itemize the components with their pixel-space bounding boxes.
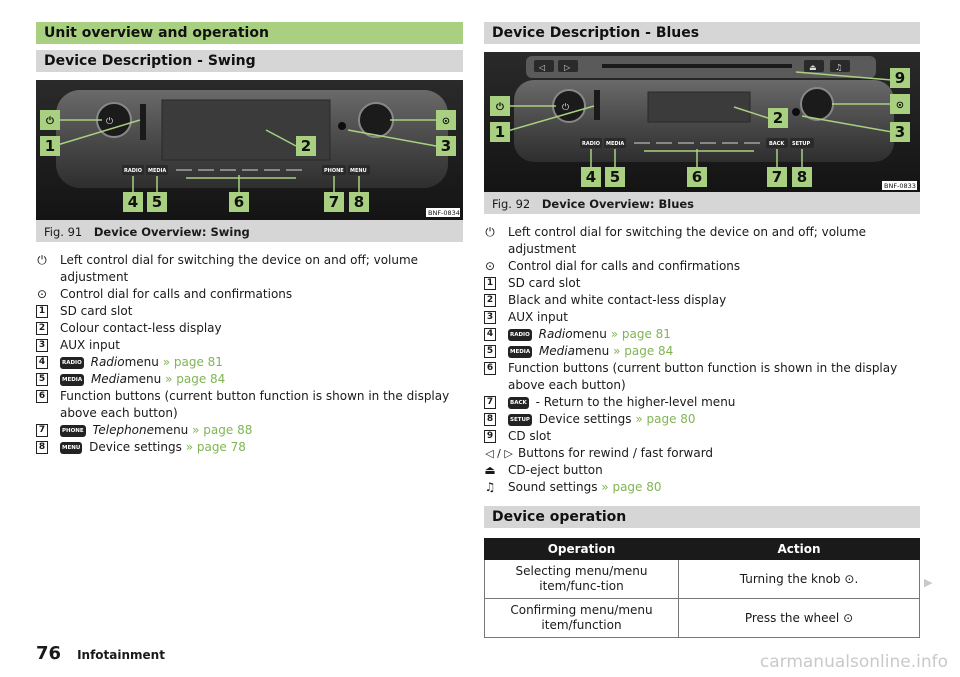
table-row (485, 599, 920, 638)
legend-item (36, 337, 463, 354)
callout-5: 5 (609, 168, 621, 186)
legend-number-box: 1 (36, 305, 48, 318)
footer-section: Infotainment (77, 648, 165, 662)
page-reference-link[interactable]: » page 84 (165, 372, 226, 386)
legend-item (36, 388, 463, 422)
legend-description: AUX input (508, 310, 568, 324)
legend-item (484, 275, 920, 292)
page-reference-link[interactable]: » page 80 (635, 412, 696, 426)
legend-description: Left control dial for switching the device on and off; volume adjustment (508, 225, 867, 256)
callout-dial-icon: ⊙ (441, 116, 451, 127)
legend-text (508, 479, 920, 496)
dial-icon: ⊙ (843, 611, 854, 625)
svg-text:⏏: ⏏ (809, 63, 817, 72)
dial-icon: ⊙ (484, 259, 496, 273)
phone-hw-button: PHONE (324, 168, 344, 174)
callout-1: 1 (494, 123, 506, 141)
svg-text:⏻: ⏻ (562, 103, 570, 113)
legend-text (508, 258, 920, 275)
legend-description: Control dial for calls and confirmations (60, 287, 293, 301)
hardware-key-icon: MEDIA (508, 346, 532, 358)
legend-item (36, 422, 463, 439)
legend-item (36, 354, 463, 371)
left-column (36, 22, 463, 456)
legend-number-box: 1 (484, 277, 496, 290)
legend-item (484, 445, 920, 462)
callout-3: 3 (440, 137, 452, 155)
legend-description: menu (126, 372, 162, 386)
legend-text (508, 411, 920, 428)
legend-description: CD-eject button (508, 463, 603, 477)
legend-text (508, 224, 920, 258)
device-operation-title: Device operation (484, 506, 920, 528)
legend-item (484, 258, 920, 275)
callout-power-icon: ⏻ (46, 116, 54, 127)
legend-description: menu (124, 355, 159, 369)
legend-text (508, 462, 920, 479)
legend-text (508, 309, 920, 326)
legend-menu-name: Radio (538, 327, 573, 341)
page-reference-link[interactable]: » page 84 (613, 344, 674, 358)
power-icon: ⏻ (37, 253, 47, 267)
legend-text (60, 303, 463, 320)
legend-item (484, 292, 920, 309)
legend-item (36, 320, 463, 337)
page-reference-link[interactable]: » page 81 (162, 355, 223, 369)
callout-5: 5 (151, 193, 163, 211)
legend-item (36, 286, 463, 303)
legend-description: Colour contact-less display (60, 321, 222, 335)
table-header-row (485, 539, 920, 560)
legend-text (518, 445, 920, 462)
table-row (485, 560, 920, 599)
legend-item (484, 343, 920, 360)
blues-device-illustration (484, 52, 920, 192)
legend-item (36, 252, 463, 286)
legend-item (484, 326, 920, 343)
legend-item (484, 309, 920, 326)
figure-blues (484, 52, 920, 192)
page-reference-link[interactable]: » page 88 (192, 423, 253, 437)
dial-icon: ⊙ (36, 287, 48, 301)
svg-text:▷: ▷ (564, 63, 571, 72)
callout-7: 7 (328, 193, 340, 211)
legend-description: Device settings (538, 412, 632, 426)
legend-number-box: 7 (36, 424, 48, 437)
legend-item (484, 360, 920, 394)
legend-description: Function buttons (current button function is shown in the display above each button) (60, 389, 450, 420)
legend-description: menu (572, 327, 607, 341)
callout-2: 2 (300, 137, 312, 155)
legend-number-box: 2 (484, 294, 496, 307)
legend-description: Buttons for rewind / fast forward (518, 446, 714, 460)
callout-6: 6 (233, 193, 245, 211)
subsection-title-swing: Device Description - Swing (36, 50, 463, 72)
callout-9: 9 (894, 69, 906, 87)
legend-description: SD card slot (508, 276, 581, 290)
legend-text (60, 320, 463, 337)
legend-text (508, 343, 920, 360)
right-column (484, 22, 920, 638)
page-footer (36, 643, 165, 664)
legend-item (484, 428, 920, 445)
legend-text (60, 371, 463, 388)
legend-text (60, 439, 463, 456)
legend-number-box: 5 (36, 373, 48, 386)
legend-description: Sound settings (508, 480, 598, 494)
legend-number-box: 8 (36, 441, 48, 454)
hardware-key-icon: PHONE (60, 425, 86, 437)
legend-text (508, 292, 920, 309)
legend-swing (36, 252, 463, 456)
hardware-key-icon: RADIO (60, 357, 84, 369)
legend-description: menu (154, 423, 189, 437)
power-icon: ⏻ (485, 225, 495, 239)
legend-text (60, 252, 463, 286)
figure-code: BNF-0833 (884, 182, 916, 190)
legend-number-box: 6 (36, 390, 48, 403)
back-hw-button: BACK (769, 141, 785, 147)
callout-2: 2 (772, 109, 784, 127)
legend-text (508, 275, 920, 292)
figure-swing (36, 80, 463, 220)
svg-text:⏻: ⏻ (106, 117, 114, 127)
legend-number-box: 4 (484, 328, 496, 341)
legend-blues (484, 224, 920, 496)
legend-item (484, 411, 920, 428)
callout-8: 8 (796, 168, 808, 186)
callout-4: 4 (127, 193, 139, 211)
setup-hw-button: SETUP (792, 141, 811, 147)
legend-text (508, 428, 920, 445)
legend-description: AUX input (60, 338, 120, 352)
callout-8: 8 (353, 193, 365, 211)
media-hw-button: MEDIA (606, 141, 625, 147)
menu-hw-button: MENU (350, 168, 367, 174)
legend-number-box: 2 (36, 322, 48, 335)
legend-item (36, 439, 463, 456)
legend-text (60, 354, 463, 371)
legend-text (60, 388, 463, 422)
hardware-key-icon: MENU (60, 442, 82, 454)
legend-text (60, 286, 463, 303)
svg-text:◁: ◁ (539, 63, 546, 72)
legend-number-box: 4 (36, 356, 48, 369)
legend-item (484, 224, 920, 258)
legend-number-box: 6 (484, 362, 496, 375)
swing-device-illustration (36, 80, 463, 220)
legend-description: CD slot (508, 429, 552, 443)
section-title: Unit overview and operation (36, 22, 463, 44)
legend-number-box: 3 (484, 311, 496, 324)
legend-text (60, 337, 463, 354)
callout-dial-icon: ⊙ (895, 100, 905, 111)
legend-description: Control dial for calls and confirmations (508, 259, 741, 273)
svg-text:♫: ♫ (835, 63, 843, 72)
legend-menu-name: Media (90, 372, 127, 386)
legend-description: - Return to the higher-level menu (535, 395, 736, 409)
dial-icon: ⊙ (844, 572, 855, 586)
hardware-key-icon: BACK (508, 397, 529, 409)
callout-power-icon: ⏻ (496, 102, 504, 113)
legend-description: Left control dial for switching the device on and off; volume adjustment (60, 253, 419, 284)
callout-1: 1 (44, 137, 56, 155)
legend-item (36, 303, 463, 320)
radio-hw-button: RADIO (124, 168, 142, 174)
legend-text (60, 422, 463, 439)
operation-cell: Selecting menu/menu item/func-tion (485, 560, 679, 599)
legend-text (508, 394, 920, 411)
legend-description: Black and white contact-less display (508, 293, 727, 307)
legend-menu-name: Radio (90, 355, 125, 369)
column-header-action: Action (679, 539, 920, 560)
watermark: carmanualsonline.info (759, 652, 948, 672)
callout-7: 7 (771, 168, 783, 186)
callout-6: 6 (691, 168, 703, 186)
legend-number-box: 5 (484, 345, 496, 358)
page-reference-link[interactable]: » page 78 (185, 440, 246, 454)
hardware-key-icon: RADIO (508, 329, 532, 341)
legend-description: menu (574, 344, 610, 358)
legend-text (508, 326, 920, 343)
operation-table (484, 538, 920, 638)
subsection-title-blues: Device Description - Blues (484, 22, 920, 44)
legend-item (484, 462, 920, 479)
callout-4: 4 (585, 168, 597, 186)
legend-description: Device settings (89, 440, 182, 454)
operation-cell: Confirming menu/menu item/function (485, 599, 679, 638)
legend-description: Function buttons (current button function is shown in the display above each button) (508, 361, 898, 392)
legend-number-box: 7 (484, 396, 496, 409)
legend-item (484, 479, 920, 496)
radio-hw-button: RADIO (582, 141, 600, 147)
hardware-key-icon: MEDIA (60, 374, 84, 386)
continue-arrow-icon: ▶ (924, 576, 933, 589)
figure-caption: Fig. 91 Device Overview: Swing (36, 220, 463, 242)
legend-description: SD card slot (60, 304, 133, 318)
legend-number-box: 3 (36, 339, 48, 352)
legend-text (508, 360, 920, 394)
page-reference-link[interactable]: » page 80 (601, 480, 662, 494)
media-hw-button: MEDIA (148, 168, 167, 174)
callout-3: 3 (894, 123, 906, 141)
action-cell: Press the wheel ⊙ (679, 599, 920, 638)
legend-menu-name: Media (538, 344, 575, 358)
page-reference-link[interactable]: » page 81 (610, 327, 671, 341)
column-header-operation: Operation (485, 539, 679, 560)
legend-number-box: 9 (484, 430, 496, 443)
legend-item (36, 371, 463, 388)
figure-caption: Fig. 92 Device Overview: Blues (484, 192, 920, 214)
legend-number-box: 8 (484, 413, 496, 426)
eject-icon: ⏏ (484, 463, 496, 477)
hardware-key-icon: SETUP (508, 414, 532, 426)
action-cell: Turning the knob ⊙. (679, 560, 920, 599)
rewind-forward-icon: ◁ / ▷ (485, 447, 513, 460)
figure-code: BNF-0834 (428, 209, 460, 217)
page-number: 76 (36, 643, 62, 664)
music-note-icon: ♫ (484, 480, 496, 494)
legend-item (484, 394, 920, 411)
legend-menu-name: Telephone (92, 423, 154, 437)
